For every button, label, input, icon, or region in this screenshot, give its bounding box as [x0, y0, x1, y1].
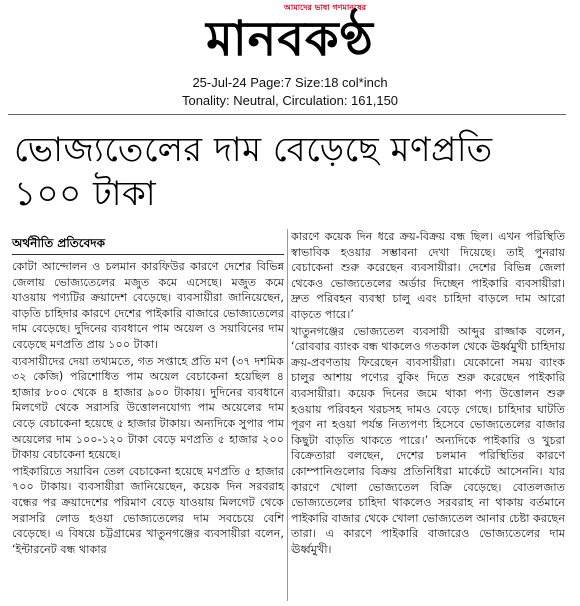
paragraph: কারণে কয়েক দিন ধরে ক্রয়-বিক্রয় বন্ধ ছিল। এখন পরিস্থিতি স্বাভাবিক হওয়ার সম্ভাবনা দেখা দিয়েছে। তাই পুনরায় বেচাকেনা শুরু করেছেন ব্যবসায়ীরা। দেশের বিভিন্ন জেলা থেকেও ভোজ্যতেলের অর্ডার দিচ্ছেন পাইকারি ব্যবসায়ীরা। দ্রুত পরিবহন ব্যবস্থা চালু এবং চাহিদা বাড়লে দাম আরো বাড়তে পারে।’ [291, 230, 565, 321]
paragraph: পাইকারিতে সয়াবিন তেল বেচাকেনা হয়েছে মণপ্রতি ৫ হাজার ৭০০ টাকায়। ব্যবসায়ীরা জানিয়েছেন, কয়েক দিন সরবরাহ বন্ধের পর ক্রয়াদেশের পরিমাণ বেড়ে যাওয়ায় মিলগেট থেকে সরাসরি লোড হওয়া ভোজ্যতেলের দাম সবচেয়ে বেশি বেড়েছে। এ বিষয়ে চট্টগ্রামের খাতুনগঞ্জের ব্যবসায়ীরা বলেন, ‘ইন্টারনেট বন্ধ থাকার [12, 464, 284, 556]
article-byline: অর্থনীতি প্রতিবেদক [12, 236, 105, 250]
clipping-meta-line1: 25-Jul-24 Page:7 Size:18 col*inch [192, 75, 388, 90]
column-divider [287, 229, 288, 601]
paragraph: খাতুনগঞ্জের ভোজ্যতেল ব্যবসায়ী আব্দুর রাজ্জাক বলেন, ‘রোববার ব্যাংক বন্ধ থাকলেও গতকাল থেকে ঊর্ধ্বমুখী চাহিদায় ক্রয়-প্রবণতায় ফিরেছেন ব্যবসায়ীরা। যেকোনো সময় ব্যাংক চালুর আশায় পণ্যের বুকিং দিতে শুরু করেছেন পাইকারি ব্যবসায়ীরা। কয়েক দিনের জমে থাকা পণ্য উত্তোলন শুরু হওয়ায় পরিবহন খরচসহ দামও বেড়ে গেছে। চাহিদার ঘাটতি পূরণ না হওয়া পর্যন্ত নিত্যপণ্য হিসেবে ভোজ্যতেলের বাজার কিছুটা বাড়তি থাকতে পারে।’ অন্যদিকে পাইকারি ও খুচরা বিক্রেতারা বলছেন, দেশের চলমান পরিস্থিতির কারণে কোম্পানিগুলোর বিক্রয় প্রতিনিধিরা মার্কেটে আসেননি। যার কারণে খোলা ভোজ্যতেল বিক্রি বেড়েছে। বোতলজাত ভোজ্যতেলের চাহিদা থাকলেও সরবরাহ না থাকায় বর্তমানে পাইকারি বাজার থেকে খোলা ভোজ্যতেল আনার চেষ্টা করছেন তারা। এ কারণে পাইকারি বাজারেও ভোজ্যতেলের দাম ঊর্ধ্বমুখী। [291, 324, 565, 556]
clipping-meta-line2: Tonality: Neutral, Circulation: 161,150 [181, 93, 399, 108]
paragraph: কোটা আন্দোলন ও চলমান কারফিউর কারণে দেশের বিভিন্ন জেলায় ভোজ্যতেলের মজুত কমে এসেছে। মজুত কমে যাওয়ায় পণ্যটির ক্রয়াদেশ বেড়েছে। ব্যবসায়ীরা জানিয়েছেন, বাড়তি চাহিদার কারণে দেশের পাইকারি বাজারে ভোজ্যতেলের দাম বেড়েছে। দুদিনের ব্যবধানে পাম অয়েল ও সয়াবিনের দাম বেড়েছে মণপ্রতি প্রায় ১০০ টাকা। [12, 260, 284, 351]
article-headline: ভোজ্যতেলের দাম বেড়েছে মণপ্রতি ১০০ টাকা [14, 130, 493, 214]
article-column-right [291, 229, 565, 599]
masthead-tagline: আমাদের ভাষা গণমানুষের [283, 3, 367, 12]
newspaper-masthead: মানবকণ্ঠ [206, 11, 374, 67]
paragraph: ব্যবসায়ীদের দেয়া তথ্যমতে, গত সপ্তাহে প্রতি মণ (৩৭ দশমিক ৩২ কেজি) পরিশোধিত পাম অয়েল বেচাকেনা হয়েছিল ৪ হাজার ৮০০ থেকে ৪ হাজার ৯০০ টাকায়। দুদিনের ব্যবধানে মিলগেট থেকে সরাসরি উত্তোলনযোগ্য পাম অয়েলের দাম বেড়ে বেচাকেনা হয়েছে ৫ হাজার টাকায়। অন্যদিকে সুপার পাম অয়েলের দাম ১০০-১২০ টাকা বেড়ে মণপ্রতি ৫ হাজার ২০০ টাকায় বেচাকেনা হয়েছে। [12, 354, 284, 462]
header-divider [8, 114, 566, 115]
article-column-left [12, 259, 284, 599]
byline-divider [12, 254, 284, 255]
